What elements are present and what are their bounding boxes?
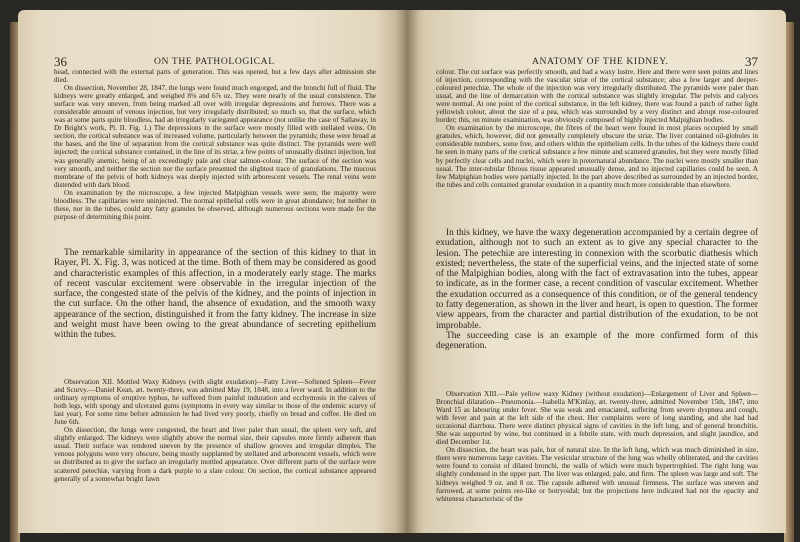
paragraph: In this kidney, we have the waxy degeneration accompanied by a certain degree of exudation, although not to such an extent as to give any special character to the lesion. The petechiæ are interesting in connexion with the scorbutic diathesis which existed; nevertheless, the state of the superficial veins, and the injected state of some of the Malpighian bodies, along with the fact of extravasation into the tubes, appear to indicate, as in the former case, a recent condition of vascular excitement. Whether the exudation occurred as a consequence of this condition, or of the general tendency to fatty degeneration, as shown in the liver and heart, is open to question. The former view appears, from the character and partial distribution of the exudation, to be not improbable. <box>436 228 758 331</box>
paragraph: On examination by the microscope, a few injected Malpighian vessels were seen; the majority were bloodless. The capillaries were uninjected. The normal epithelial cells were in great abundance; but neither in these, nor in the tubes, could any fatty granules be observed, although numerous sections were made for the purpose of determining this point. <box>54 188 376 221</box>
paragraph: Observation XII. Mottled Waxy Kidneys (with slight exudation)—Fatty Liver—Softened Spleen—Fever and Scurvy.—Daniel Kean, æt. twenty-three, was admitted May 19, 1848, into a fever ward. In addition to the ordinary symptoms of eruptive typhus, he suffered from painful induration and ecchymosis in the calves of both legs, with spongy and ulcerated gums (symptoms in every way similar to those of the endemic scurvy of last year). For some time before admission he had lived very poorly, chiefly on bread and coffee. He died on June 6th. <box>54 378 376 427</box>
paragraph: On dissection, the lungs were congested, the heart and liver paler than usual, the spleen very soft, and slightly enlarged. The kidneys were slightly above the normal size, their capsules more firmly adherent than usual. Their surface was rendered uneven by the presence of shallow grooves and irregular dimples. The venous polygons were very obscure, being mostly supplanted by stellated and arborescent vessels, which were so distributed as to give the surface an irregularly mottled appearance. Over different parts of the surface were scattered petechiæ, varying from a dark purple to a slate colour. On section, the cortical substance appeared generally of a somewhat bright fawn <box>54 426 376 483</box>
paragraph: On examination by the microscope, the fibres of the heart were found in most places occupied by small granules, which, however, did not generally completely obscure the striæ. The liver contained oil-globules in considerable numbers, some free, and others within the epithelium cells. In the tubes of the kidneys there could be seen in many parts of the cortical substance a few minute and scattered granules, but they were mostly filled by perfectly clear cells and nuclei, which were in preternatural abundance. The nuclei were mostly smaller than usual. The inter-tubular fibrous tissue appeared unusually dense, and no injected capillaries could be seen. A few Malpighian bodies were partially injected. In the part above described as surrounded by an injected border, the tubes and cells contained granular exudation in a quantity much more considerable than elsewhere. <box>436 124 758 189</box>
left-case-text-1 <box>54 68 376 221</box>
right-page <box>406 10 786 533</box>
paragraph: On dissection, the heart was pale, but of natural size. In the left lung, which was much diminished in size, there were numerous large cavities. The vesicular structure of the lung was wholly obliterated, and the cavities were found to consist of dilated bronchi, the walls of which were much hypertrophied. The right lung was slightly condensed in the upper part. The liver was enlarged, pale, and firm. The spleen was large and soft. The kidneys weighed 9 oz. and 8 oz. The capsule adhered with unusual firmness. The surface was uneven and furrowed, at some points reo-like or botryoidal; but the projections here indicated had not the opacity and whiteness characteristic of the <box>436 446 758 503</box>
left-remark-text <box>54 248 376 341</box>
right-page-number: 37 <box>745 54 758 69</box>
paragraph: colour. The cut surface was perfectly smooth, and had a waxy lustre. Here and there were seen points and lines of injection, corresponding with the vascular striæ of the cortical substance; also a few larger and deeper-coloured petechiæ. The whole of the injection was very irregularly distributed. The pyramids were paler than usual, and the line of demarcation with the cortical substance was slightly irregular. The pelvis and calyces were normal. At one point of the cortical substance, in the left kidney, there was found a patch of rather light yellowish colour, about the size of a pea, which was surrounded by a very distinct and abrupt rose-coloured border; this, on minute examination, was obviously composed of highly injected Malpighian bodies. <box>436 68 758 125</box>
right-remark-text <box>436 228 758 352</box>
left-running-head: ON THE PATHOLOGICAL <box>154 56 275 67</box>
paragraph: Observation XIII.—Pale yellow waxy Kidney (without exudation)—Enlargement of Liver and Spleen—Bronchial dilatation—Pneumonia.—Isabella M'Kinlay, æt. twenty-three, admitted November 15th, 1847, into Ward 15 as labouring under fever. She was weak and emaciated, suffering from severe dyspnœa and cough, with fever and pain at the left side of the chest. Her complaints were of long standing, and she had had occasional diarrhœa. There were distinct physical signs of cavities in the left lung, and of general bronchitis. She was supported by wine, but continued in a febrile state, with much depression, and slight jaundice, and died December 1st. <box>436 390 758 447</box>
left-case-text-2 <box>54 378 376 483</box>
paragraph: head, connected with the external parts of generation. This was opened, but a few days after admission she died. <box>54 68 376 85</box>
right-case-text-2 <box>436 390 758 503</box>
right-running-head: ANATOMY OF THE KIDNEY. <box>532 56 669 67</box>
open-book <box>18 10 786 533</box>
paragraph: On dissection, November 28, 1847, the lungs were found much engorged, and the bronchi full of fluid. The kidneys were greatly enlarged, and weighed 8⅛ and 6⅞ oz. They were nearly of the usual consistence. The surface was very uneven, from being marked all over with irregular depressions and furrows. There was a considerable amount of venous injection, but very irregularly distributed; so much so, that the surface, which was at some parts quite bloodless, had an irregularly variegated appearance (not unlike the case of Sallaway, in Dr Bright's work, Pl. II. Fig. 1.) The depressions in the surface were mostly filled with stellated veins. On section, the cortical substance was of increased volume, particularly between the pyramids; these were broad at the bases, and the line of separation from the cortical substance was quite distinct. The pyramids were well injected; the cortical substance contained, in the line of its striæ, a few points of unusually distinct injection, but was generally anemic, being of an exceedingly pale and clear salmon-colour. The surface of the section was very smooth, and neither the section nor the surface presented the slightest trace of granulations. The mucous membrane of the pelvis of both kidneys was deeply injected with arborescent vessels. The renal veins were distended with dark blood. <box>54 84 376 189</box>
paragraph: The succeeding case is an example of the more confirmed form of this degeneration. <box>436 330 758 352</box>
left-page <box>18 10 406 533</box>
right-case-text-1 <box>436 68 758 189</box>
paragraph: The remarkable similarity in appearance of the section of this kidney to that in Rayer, Pl. X. Fig. 3, was noticed at the time. Both of them may be considered as good and characteristic examples of this affection, in a moderately early stage. The marks of recent vascular excitement were observable in the irregular injection of the surface, the congested state of the pelvis of the kidney, and the points of injection in the cut surface. On the other hand, the absence of exudation, and the smooth waxy appearance of the section, distinguished it from the fatty kidney. The increase in size and weight must have been owing to the great abundance of secreting epithelium within the tubes. <box>54 248 376 341</box>
left-page-number: 36 <box>54 54 67 69</box>
